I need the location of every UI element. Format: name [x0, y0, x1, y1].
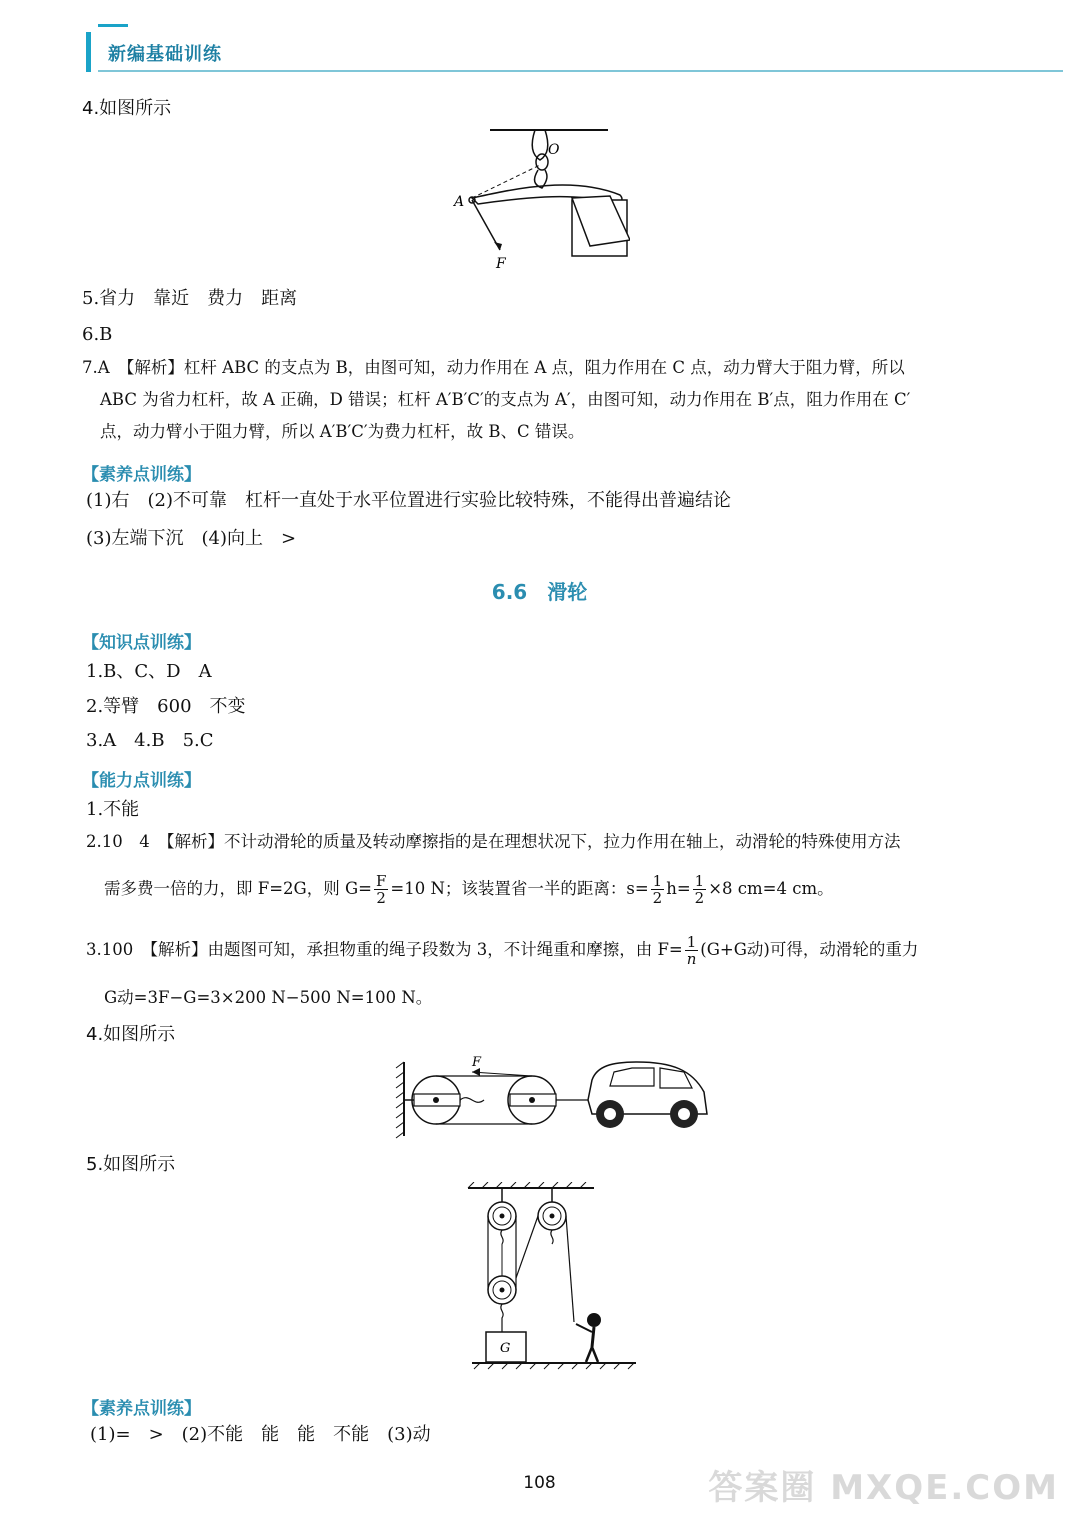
nengli-3-text-a: 3.100 【解析】由题图可知，承担物重的绳子段数为 3，不计绳重和摩擦，由 F=	[86, 940, 683, 959]
nengli-2-text-b: =10 N；该装置省一半的距离：s=	[390, 879, 649, 898]
nengli-2-line1: 2.10 4 【解析】不计动滑轮的质量及转动摩擦指的是在理想状况下，拉力作用在轴上，动滑轮的特殊使用方法	[86, 832, 901, 851]
answer-7-line2: ABC 为省力杠杆，故 A 正确，D 错误；杠杆 A′B′C′的支点为 A′，由图可知，动力作用在 B′点，阻力作用在 C′	[100, 390, 911, 409]
answer-6-lever: 6.B	[82, 324, 113, 345]
nengli-4: 4.如图所示	[86, 1024, 176, 1045]
suyang-1-line2: (3)左端下沉 (4)向上 >	[86, 528, 297, 549]
header-rule	[98, 70, 1063, 72]
lever-diagram	[450, 120, 630, 270]
chapter-title: 6.6 滑轮	[491, 580, 588, 604]
section-nengli: 【能力点训练】	[82, 771, 201, 791]
header-title: 新编基础训练	[108, 44, 222, 65]
suyang-2-line: (1)= > (2)不能 能 能 不能 (3)动	[90, 1424, 431, 1445]
suyang-1-line1: (1)右 (2)不可靠 杠杆一直处于水平位置进行实验比较特殊，不能得出普遍结论	[86, 490, 731, 511]
zhishi-1: 1.B、C、D A	[86, 661, 212, 682]
header-accent-dash	[98, 24, 128, 27]
page-header	[78, 14, 1063, 72]
nengli-3-line2: G动=3F−G=3×200 N−500 N=100 N。	[104, 988, 433, 1007]
label-O: O	[548, 142, 560, 158]
label-G: G	[500, 1341, 511, 1356]
answer-4-lever: 4.如图所示	[82, 98, 172, 119]
nengli-5: 5.如图所示	[86, 1154, 176, 1175]
page-number: 108	[523, 1473, 556, 1493]
nengli-2-text-c: h=	[666, 879, 691, 898]
label-A: A	[454, 194, 465, 210]
nengli-2-text-a: 需多费一倍的力，即 F=2G，则 G=	[104, 879, 372, 898]
nengli-3-text-b: (G+G动)可得，动滑轮的重力	[700, 940, 919, 959]
pulley-car-diagram	[392, 1052, 722, 1142]
label-F: F	[496, 256, 506, 270]
fraction-1-over-2-a: $\frac{1}{2}$	[652, 871, 663, 907]
answer-7-line1: 7.A 【解析】杠杆 ABC 的支点为 B，由图可知，动力作用在 A 点，阻力作用在 C 点，动力臂大于阻力臂，所以	[82, 358, 905, 377]
watermark: 答案圈 MXQE.COM	[708, 1468, 1059, 1508]
section-zhishi: 【知识点训练】	[82, 633, 201, 653]
zhishi-3: 3.A 4.B 5.C	[86, 730, 214, 751]
header-accent-bar	[86, 32, 91, 72]
fraction-1-over-2-b: $\frac{1}{2}$	[694, 871, 705, 907]
section-suyang-2: 【素养点训练】	[82, 1399, 201, 1419]
fraction-F-over-2: $\frac{F}{2}$	[375, 871, 387, 907]
label-F-car: F	[472, 1055, 482, 1070]
pulley-person-diagram	[464, 1182, 644, 1378]
fraction-1-over-n: $\frac{1}{n}$	[686, 932, 697, 968]
answer-7-line3: 点，动力臂小于阻力臂，所以 A′B′C′为费力杠杆，故 B、C 错误。	[100, 422, 585, 441]
answer-5-lever: 5.省力 靠近 费力 距离	[82, 288, 298, 309]
zhishi-2: 2.等臂 600 不变	[86, 696, 246, 717]
nengli-2-line2	[104, 870, 834, 908]
nengli-1: 1.不能	[86, 799, 140, 820]
nengli-2-text-d: ×8 cm=4 cm。	[708, 879, 834, 898]
section-suyang-1: 【素养点训练】	[82, 465, 201, 485]
nengli-3-line1	[86, 930, 918, 970]
